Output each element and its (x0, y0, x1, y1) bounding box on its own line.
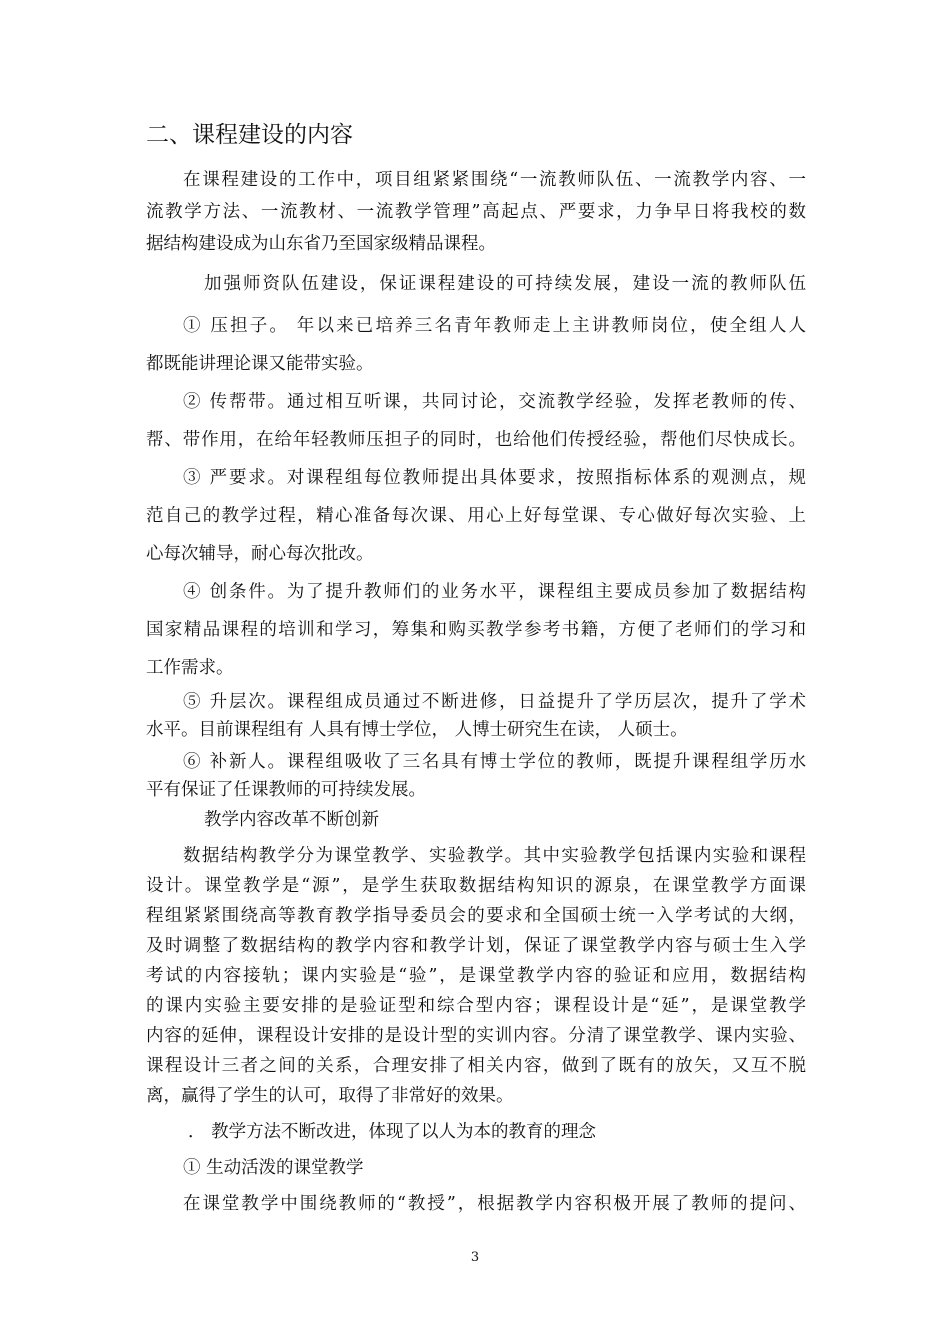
paragraph-line: 工作需求。 (146, 658, 234, 678)
paragraph-line: ⑤ 升层次。课程组成员通过不断进修，日益提升了学历层次，提升了学术 (183, 692, 806, 712)
paragraph-line: 平有保证了任课教师的可持续发展。 (146, 780, 426, 800)
paragraph-line: 在课程建设的工作中，项目组紧紧围绕“一流教师队伍、一流教学内容、一 (183, 170, 806, 190)
paragraph-line: 的课内实验主要安排的是验证型和综合型内容；课程设计是“延”，是课堂教学 (146, 996, 806, 1016)
paragraph-line: 在课堂教学中围绕教师的“教授”，根据教学内容积极开展了教师的提问、 (183, 1194, 806, 1214)
paragraph-line: 流教学方法、一流教材、一流教学管理”高起点、严要求，力争早日将我校的数 (146, 202, 806, 222)
paragraph-line: 课程设计三者之间的关系，合理安排了相关内容，做到了既有的放矢，又互不脱 (146, 1056, 806, 1076)
paragraph-line: 据结构建设成为山东省乃至国家级精品课程。 (146, 234, 496, 254)
subsection-heading: ． 教学方法不断改进，体现了以人为本的教育的理念 (188, 1122, 597, 1142)
paragraph-line: 离，赢得了学生的认可，取得了非常好的效果。 (146, 1086, 514, 1106)
subsection-heading: 教学内容改革不断创新 (204, 810, 379, 830)
paragraph-line: 程组紧紧围绕高等教育教学指导委员会的要求和全国硕士统一入学考试的大纲， (146, 906, 806, 926)
paragraph-line: ③ 严要求。对课程组每位教师提出具体要求，按照指标体系的观测点，规 (183, 468, 806, 488)
section-heading: 二、课程建设的内容 (146, 122, 353, 148)
paragraph-line: ⑥ 补新人。课程组吸收了三名具有博士学位的教师，既提升课程组学历水 (183, 752, 806, 772)
paragraph-line: 帮、带作用，在给年轻教师压担子的同时，也给他们传授经验，帮他们尽快成长。 (146, 430, 806, 450)
paragraph-line: 心每次辅导，耐心每次批改。 (146, 544, 374, 564)
page-number: 3 (470, 1250, 480, 1265)
subsection-heading: ① 生动活泼的课堂教学 (183, 1158, 364, 1178)
paragraph-line: 水平。目前课程组有 人具有博士学位， 人博士研究生在读， 人硕士。 (146, 720, 688, 740)
paragraph-line: 数据结构教学分为课堂教学、实验教学。其中实验教学包括课内实验和课程 (183, 846, 806, 866)
paragraph-line: 设计。课堂教学是“源”，是学生获取数据结构知识的源泉，在课堂教学方面课 (146, 876, 806, 896)
paragraph-line: ① 压担子。 年以来已培养三名青年教师走上主讲教师岗位，使全组人人 (183, 316, 806, 336)
subsection-heading: 加强师资队伍建设，保证课程建设的可持续发展，建设一流的教师队伍 (204, 274, 806, 294)
paragraph-line: 及时调整了数据结构的教学内容和教学计划，保证了课堂教学内容与硕士生入学 (146, 936, 806, 956)
paragraph-line: ② 传帮带。通过相互听课，共同讨论，交流教学经验，发挥老教师的传、 (183, 392, 806, 412)
paragraph-line: 国家精品课程的培训和学习，筹集和购买教学参考书籍，方便了老师们的学习和 (146, 620, 806, 640)
paragraph-line: 内容的延伸，课程设计安排的是设计型的实训内容。分清了课堂教学、课内实验、 (146, 1026, 806, 1046)
paragraph-line: ④ 创条件。为了提升教师们的业务水平，课程组主要成员参加了数据结构 (183, 582, 806, 602)
paragraph-line: 都既能讲理论课又能带实验。 (146, 354, 374, 374)
paragraph-line: 考试的内容接轨；课内实验是“验”，是课堂教学内容的验证和应用，数据结构 (146, 966, 806, 986)
paragraph-line: 范自己的教学过程，精心准备每次课、用心上好每堂课、专心做好每次实验、上 (146, 506, 806, 526)
